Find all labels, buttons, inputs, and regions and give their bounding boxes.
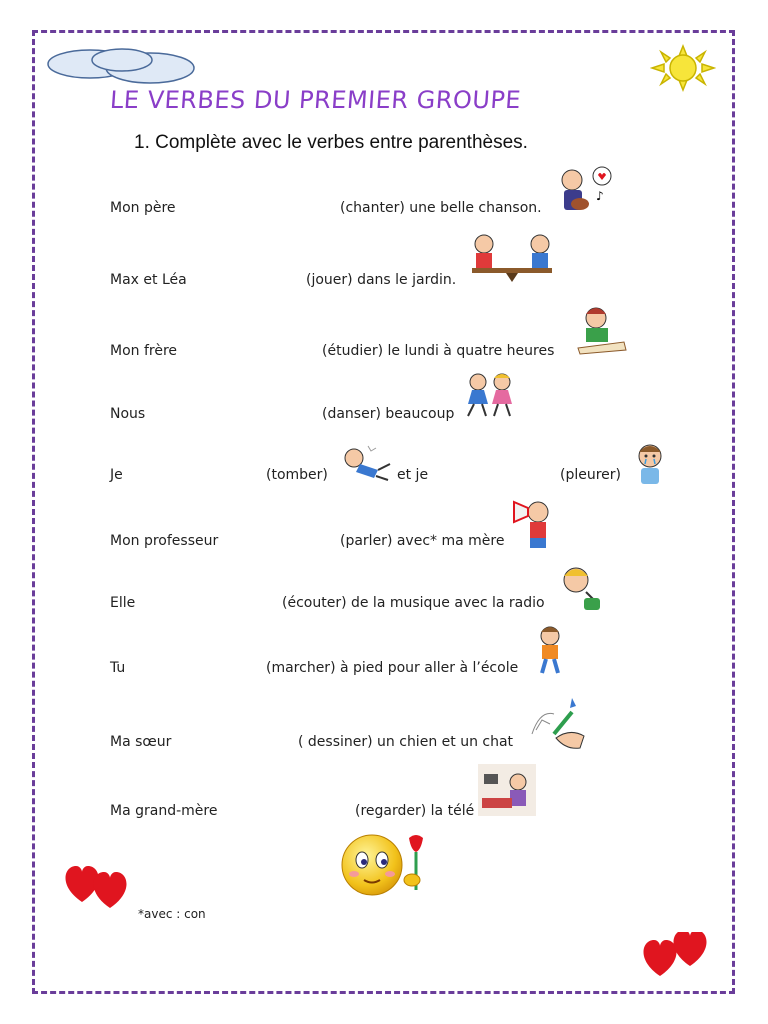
instruction: 1. Complète avec le verbes entre parenthèses. [134,132,528,153]
kids-dancing-icon [460,372,520,420]
exercise-row [0,406,768,436]
exercise-subject: Mon frère [110,343,178,359]
exercise-row [0,595,768,625]
exercise-prompt: (regarder) la télé [355,803,475,819]
exercise-connector: et je [397,467,429,483]
exercise-subject: Ma sœur [110,734,172,750]
exercise-subject: Max et Léa [110,272,187,288]
singer-guitar-icon [554,164,614,216]
exercise-subject: Mon père [110,200,176,216]
exercise-subject: Je [110,467,123,483]
page-title: LE VERBES DU PREMIER GROUPE [109,86,523,114]
crying-kid-icon [628,440,672,486]
exercise-row [0,533,768,563]
exercise-prompt: (tomber) [266,467,328,483]
exercise-subject: Mon professeur [110,533,219,549]
exercise-prompt: (danser) beaucoup [322,406,455,422]
exercise-row [0,660,768,690]
exercise-row [0,200,768,230]
sun-icon [650,44,716,92]
exercise-row [0,343,768,373]
kids-seesaw-icon [466,232,558,284]
exercise-prompt: (étudier) le lundi à quatre heures [322,343,555,359]
student-studying-icon [572,304,630,356]
footnote: *avec : con [138,907,206,921]
boy-listening-icon [554,562,604,612]
exercise-subject: Ma grand-mère [110,803,218,819]
exercise-prompt: (écouter) de la musique avec la radio [282,595,545,611]
exercise-row [0,803,768,833]
cloud-icon [46,44,198,86]
boy-megaphone-icon [510,496,558,550]
grandma-tv-icon [478,764,536,816]
svg-text:♪: ♪ [596,189,604,203]
exercise-prompt: ( dessiner) un chien et un chat [298,734,514,750]
boy-walking-icon [532,624,568,676]
exercise-subject: Tu [110,660,126,676]
exercise-prompt: (jouer) dans le jardin. [306,272,457,288]
kid-falling-icon [338,440,394,484]
exercise-row [0,734,768,764]
exercise-row [0,272,768,302]
hand-drawing-icon [526,694,588,750]
smiley-flower-icon [336,832,436,898]
hearts-icon [638,932,714,980]
hearts-icon [60,862,136,910]
exercise-prompt: (chanter) une belle chanson. [340,200,542,216]
exercise-prompt: (parler) avec* ma mère [340,533,505,549]
exercise-prompt: (marcher) à pied pour aller à l’école [266,660,519,676]
exercise-prompt-2: (pleurer) [560,467,622,483]
exercise-subject: Elle [110,595,136,611]
exercise-subject: Nous [110,406,146,422]
